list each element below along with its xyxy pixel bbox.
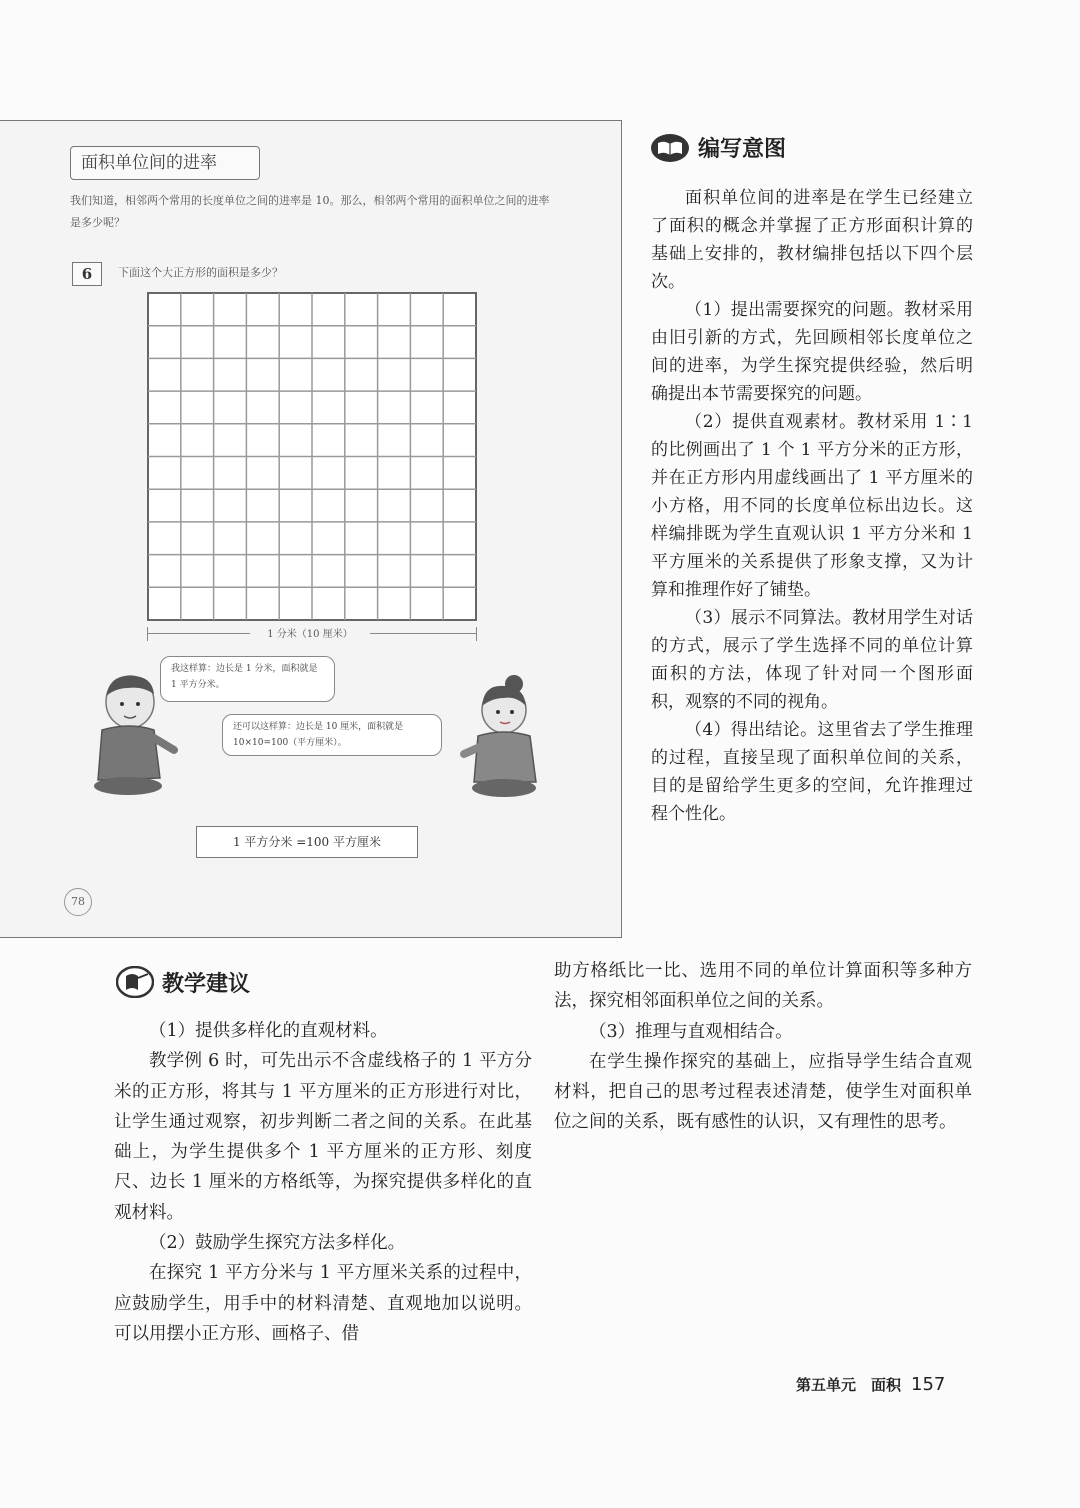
- page-footer: [796, 1374, 945, 1395]
- intent-paragraph: （2）提供直观素材。教材采用 1∶1 的比例画出了 1 个 1 平方分米的正方形，并在正方形内用虚线画出了 1 平方厘米的小方格，用不同的长度单位标出边长。这样编排既为学生直观认识 1 平方分米和 1 平方厘米的关系提供了形象支撑，又为计算和推理作好了铺垫。: [651, 412, 973, 600]
- excerpt-intro: 我们知道，相邻两个常用的长度单位之间的进率是 10。那么，相邻两个常用的面积单位之间的进率是多少呢？: [70, 194, 550, 229]
- suggestion-paragraph: 在学生操作探究的基础上，应指导学生结合直观材料，把自己的思考过程表述清楚，使学生对面积单位之间的关系，既有感性的认识，又有理性的思考。: [554, 1051, 972, 1133]
- suggestion-continuation: 助方格纸比一比、选用不同的单位计算面积等多种方法，探究相邻面积单位之间的关系。: [554, 961, 972, 1012]
- intent-paragraph: 面积单位间的进率是在学生已经建立了面积的概念并掌握了正方形面积计算的基础上安排的，教材编排包括以下四个层次。: [651, 188, 973, 292]
- chapter-label: 第五单元 面积: [796, 1376, 902, 1394]
- example-question: 下面这个大正方形的面积是多少？: [118, 266, 283, 279]
- square-grid-figure: [147, 292, 477, 621]
- suggestion-paragraph: （3）推理与直观相结合。: [589, 1021, 793, 1042]
- example-number: 6: [72, 262, 102, 286]
- excerpt-page-number: 78: [64, 888, 92, 916]
- teaching-suggestions-header: [116, 966, 250, 998]
- girl-illustration: [458, 670, 548, 800]
- teaching-suggestions-right-column: [554, 956, 972, 1138]
- writing-intent-body: [651, 184, 973, 828]
- suggestion-paragraph: （1）提供多样化的直观材料。: [149, 1021, 388, 1041]
- excerpt-unit-title: 面积单位间的进率: [70, 146, 260, 180]
- conclusion-box: 1 平方分米 =100 平方厘米: [196, 826, 418, 858]
- page-number: 157: [911, 1374, 946, 1395]
- intent-paragraph: （1）提出需要探究的问题。教材采用由旧引新的方式，先回顾相邻长度单位之间的进率，为学生探究提供经验，然后明确提出本节需要探究的问题。: [651, 300, 973, 404]
- writing-intent-header: [650, 132, 786, 163]
- suggestion-paragraph: （2）鼓励学生探究方法多样化。: [149, 1233, 406, 1254]
- dimension-tick-left: [147, 627, 148, 641]
- writing-intent-heading: 编写意图: [698, 137, 787, 162]
- dimension-tick-right: [476, 627, 477, 641]
- suggestion-paragraph: 在探究 1 平方分米与 1 平方厘米关系的过程中，应鼓励学生，用手中的材料清楚、直观地加以说明。可以用摆小正方形、画格子、借: [114, 1263, 532, 1344]
- girl-speech-bubble: 还可以这样算：边长是 10 厘米，面积就是 10×10=100（平方厘米）。: [222, 714, 442, 756]
- teaching-suggestions-left-column: [114, 1016, 532, 1349]
- boy-speech-bubble: 我这样算：边长是 1 分米，面积就是 1 平方分米。: [160, 656, 335, 702]
- intent-paragraph: （4）得出结论。这里省去了学生推理的过程，直接呈现了面积单位间的关系，目的是留给学生更多的空间，允许推理过程个性化。: [651, 720, 973, 824]
- teaching-icon: [116, 966, 154, 998]
- intent-paragraph: （3）展示不同算法。教材用学生对话的方式，展示了学生选择不同的单位计算面积的方法，体现了针对同一个图形面积，观察的不同的视角。: [651, 608, 973, 712]
- teaching-suggestions-heading: 教学建议: [162, 971, 251, 997]
- dimension-label: 1 分米（10 厘米）: [250, 625, 370, 640]
- open-book-icon: [650, 133, 690, 163]
- suggestion-paragraph: 教学例 6 时，可先出示不含虚线格子的 1 平方分米的正方形，将其与 1 平方厘米的正方形进行对比，让学生通过观察，初步判断二者之间的关系。在此基础上，为学生提供多个 1 平方厘米的正方形、刻度尺、边长 1 厘米的方格纸等，为探究提供多样化的直观材料。: [114, 1051, 532, 1223]
